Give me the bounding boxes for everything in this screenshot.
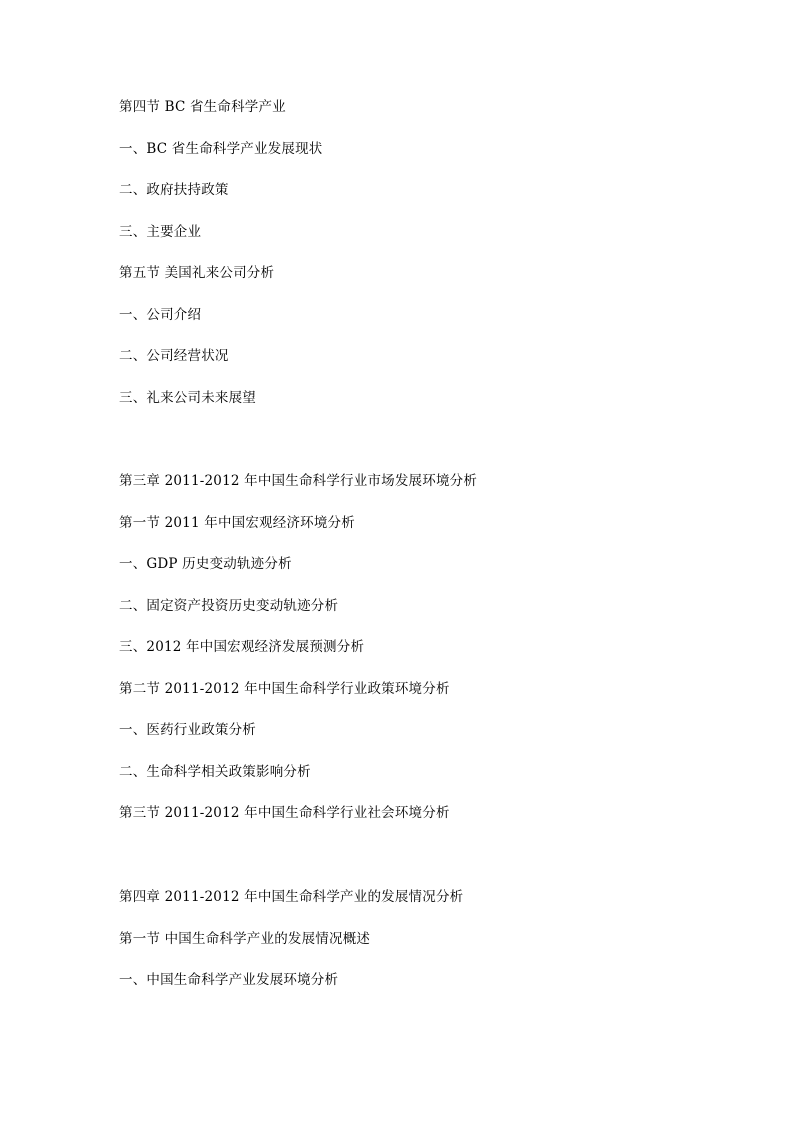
section-heading: 第一节 2011 年中国宏观经济环境分析 (119, 515, 355, 531)
toc-item: 三、2012 年中国宏观经济发展预测分析 (119, 639, 365, 655)
toc-item: 一、BC 省生命科学产业发展现状 (119, 141, 323, 157)
section-heading: 第三节 2011-2012 年中国生命科学行业社会环境分析 (119, 805, 450, 821)
section-heading: 第四节 BC 省生命科学产业 (119, 99, 286, 115)
chapter-heading: 第四章 2011-2012 年中国生命科学产业的发展情况分析 (119, 889, 464, 905)
toc-item: 一、医药行业政策分析 (119, 722, 256, 738)
toc-item: 一、中国生命科学产业发展环境分析 (119, 972, 339, 988)
toc-item: 二、政府扶持政策 (119, 182, 229, 198)
toc-item: 二、生命科学相关政策影响分析 (119, 764, 311, 780)
toc-item: 三、礼来公司未来展望 (119, 390, 256, 406)
section-heading: 第五节 美国礼来公司分析 (119, 265, 275, 281)
chapter-heading: 第三章 2011-2012 年中国生命科学行业市场发展环境分析 (119, 473, 478, 489)
section-heading: 第二节 2011-2012 年中国生命科学行业政策环境分析 (119, 681, 450, 697)
toc-item: 二、固定资产投资历史变动轨迹分析 (119, 598, 339, 614)
toc-item: 一、GDP 历史变动轨迹分析 (119, 556, 292, 572)
section-heading: 第一节 中国生命科学产业的发展情况概述 (119, 931, 371, 947)
toc-item: 三、主要企业 (119, 224, 202, 240)
toc-item: 二、公司经营状况 (119, 348, 229, 364)
toc-item: 一、公司介绍 (119, 307, 202, 323)
